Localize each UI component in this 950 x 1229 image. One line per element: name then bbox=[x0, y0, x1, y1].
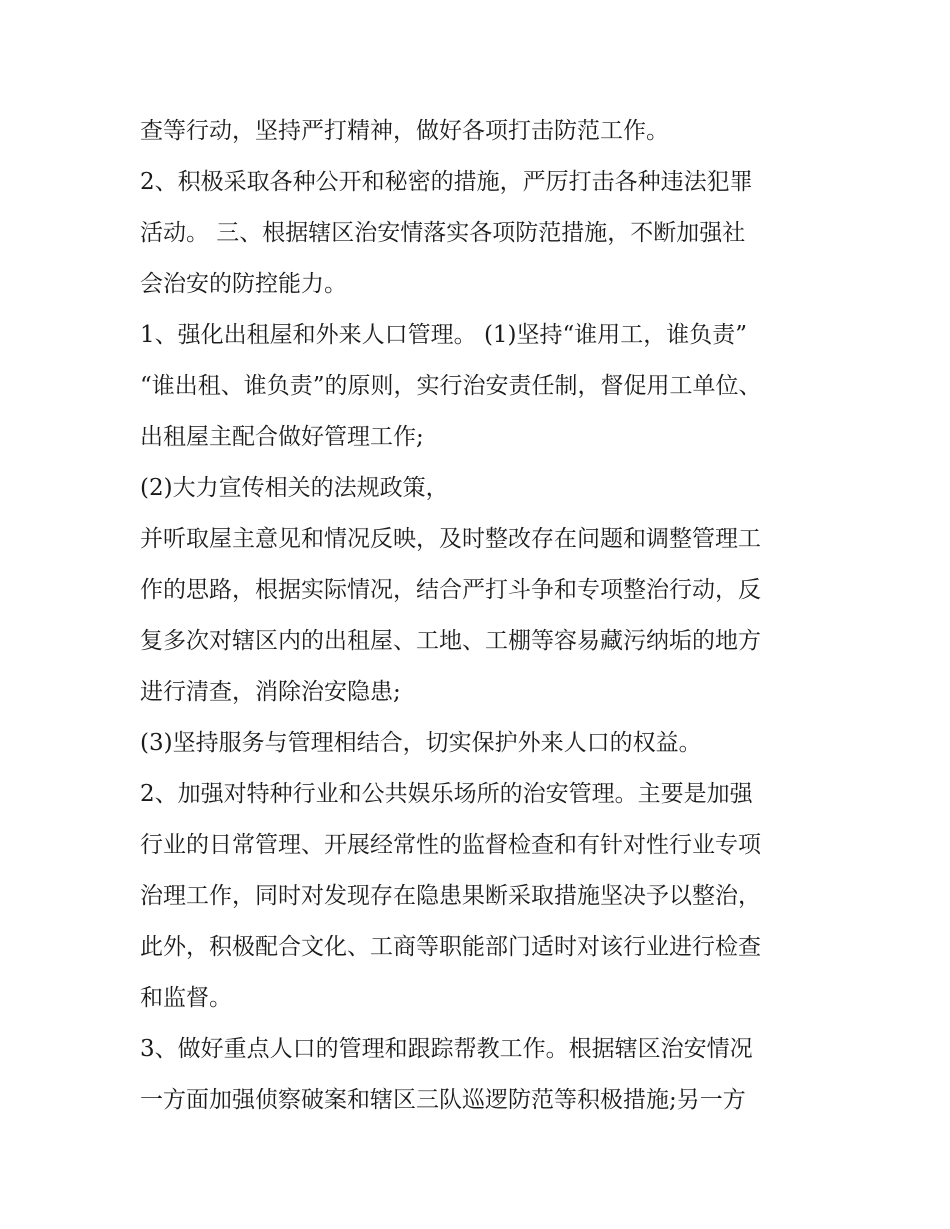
text-line: 此外，积极配合文化、工商等职能部门适时对该行业进行检查 bbox=[140, 934, 761, 960]
text-line: 进行清查，消除治安隐患; bbox=[140, 679, 401, 705]
text-line: 并听取屋主意见和情况反映，及时整改存在问题和调整管理工 bbox=[140, 526, 761, 552]
text-line: 2、积极采取各种公开和秘密的措施，严厉打击各种违法犯罪 bbox=[140, 169, 753, 195]
document-body bbox=[140, 106, 820, 1126]
text-line: 和监督。 bbox=[140, 985, 232, 1011]
text-line: (3)坚持服务与管理相结合，切实保护外来人口的权益。 bbox=[140, 730, 702, 756]
text-line: “谁出租、谁负责”的原则，实行治安责任制，督促用工单位、 bbox=[140, 373, 762, 399]
text-line: 活动。 三、根据辖区治安情落实各项防范措施，不断加强社 bbox=[140, 220, 746, 246]
text-line: 作的思路，根据实际情况，结合严打斗争和专项整治行动，反 bbox=[140, 577, 761, 603]
text-line: 会治安的防控能力。 bbox=[140, 271, 347, 297]
text-line: 2、加强对特种行业和公共娱乐场所的治安管理。主要是加强 bbox=[140, 781, 753, 807]
text-line: 1、强化出租屋和外来人口管理。 (1)坚持“谁用工，谁负责” bbox=[140, 322, 748, 348]
text-line: 查等行动，坚持严打精神，做好各项打击防范工作。 bbox=[140, 118, 669, 144]
text-line: (2)大力宣传相关的法规政策， bbox=[140, 475, 449, 501]
text-line: 出租屋主配合做好管理工作; bbox=[140, 424, 424, 450]
text-line: 一方面加强侦察破案和辖区三队巡逻防范等积极措施;另一方 bbox=[140, 1087, 746, 1113]
text-line: 3、做好重点人口的管理和跟踪帮教工作。根据辖区治安情况 bbox=[140, 1036, 753, 1062]
text-line: 行业的日常管理、开展经常性的监督检查和有针对性行业专项 bbox=[140, 832, 761, 858]
text-line: 治理工作，同时对发现存在隐患果断采取措施坚决予以整治， bbox=[140, 883, 761, 909]
text-line: 复多次对辖区内的出租屋、工地、工棚等容易藏污纳垢的地方 bbox=[140, 628, 761, 654]
